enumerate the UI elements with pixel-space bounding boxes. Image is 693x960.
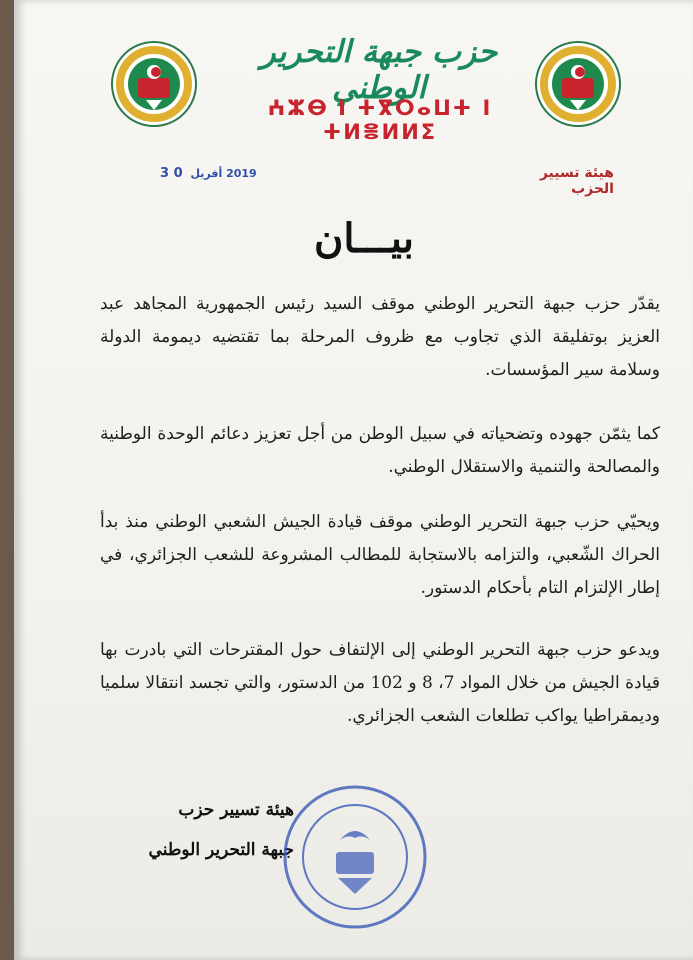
paragraph: ويدعو حزب جبهة التحرير الوطني إلى الإلتفاف حول المقترحات التي بادرت بها قيادة الجيش من خلال المواد 7، 8 و 102 من الدستور، والتي تجسد انتقالا سلميا وديمقراطيا يواكب تطلعات الشعب الجزائري. — [100, 640, 660, 726]
signature-block — [134, 790, 294, 870]
party-emblem-icon — [110, 40, 198, 128]
document-title: بيـــان — [314, 215, 414, 262]
issuing-body: هيئة تسيير الحزب — [539, 165, 614, 197]
date-text: 2019 أفريل — [190, 167, 257, 180]
signature-line-2: جبهة التحرير الوطني — [148, 840, 294, 860]
official-stamp-icon — [280, 782, 430, 932]
signature-line-1: هيئة تسيير حزب — [178, 800, 294, 820]
party-name-tifinagh: ⵄⵣⴱ ⵏ ⵜⴳⵔⴰⵡⵜ ⵏ ⵜⵍⴻⵍⵍⵉ — [267, 96, 493, 144]
party-emblem-icon — [534, 40, 622, 128]
party-name: حزب جبهة التحرير الوطني — [260, 34, 498, 106]
paragraph: ويحيّي حزب جبهة التحرير الوطني موقف قيادة الجيش الشعبي الوطني منذ بدأ الحراك الشّعبي، والتزامه بالاستجابة للمطالب المشروعة للشعب الجزائري، في إطار الإلتزام التام بأحكام الدستور. — [100, 512, 660, 598]
document-page — [14, 0, 693, 960]
paragraph: كما يثمّن جهوده وتضحياته في سبيل الوطن من أجل تعزيز دعائم الوحدة الوطنية والمصالحة والتنمية والاستقلال الوطني. — [100, 424, 660, 477]
date-stamp — [160, 166, 257, 181]
date-day: 0 3 — [160, 166, 183, 181]
paragraph: يقدّر حزب جبهة التحرير الوطني موقف السيد رئيس الجمهورية المجاهد عبد العزيز بوتفليقة الذي تجاوب مع ظروف المرحلة بما تقتضيه ديمومة الدولة وسلامة سير المؤسسات. — [100, 294, 660, 380]
